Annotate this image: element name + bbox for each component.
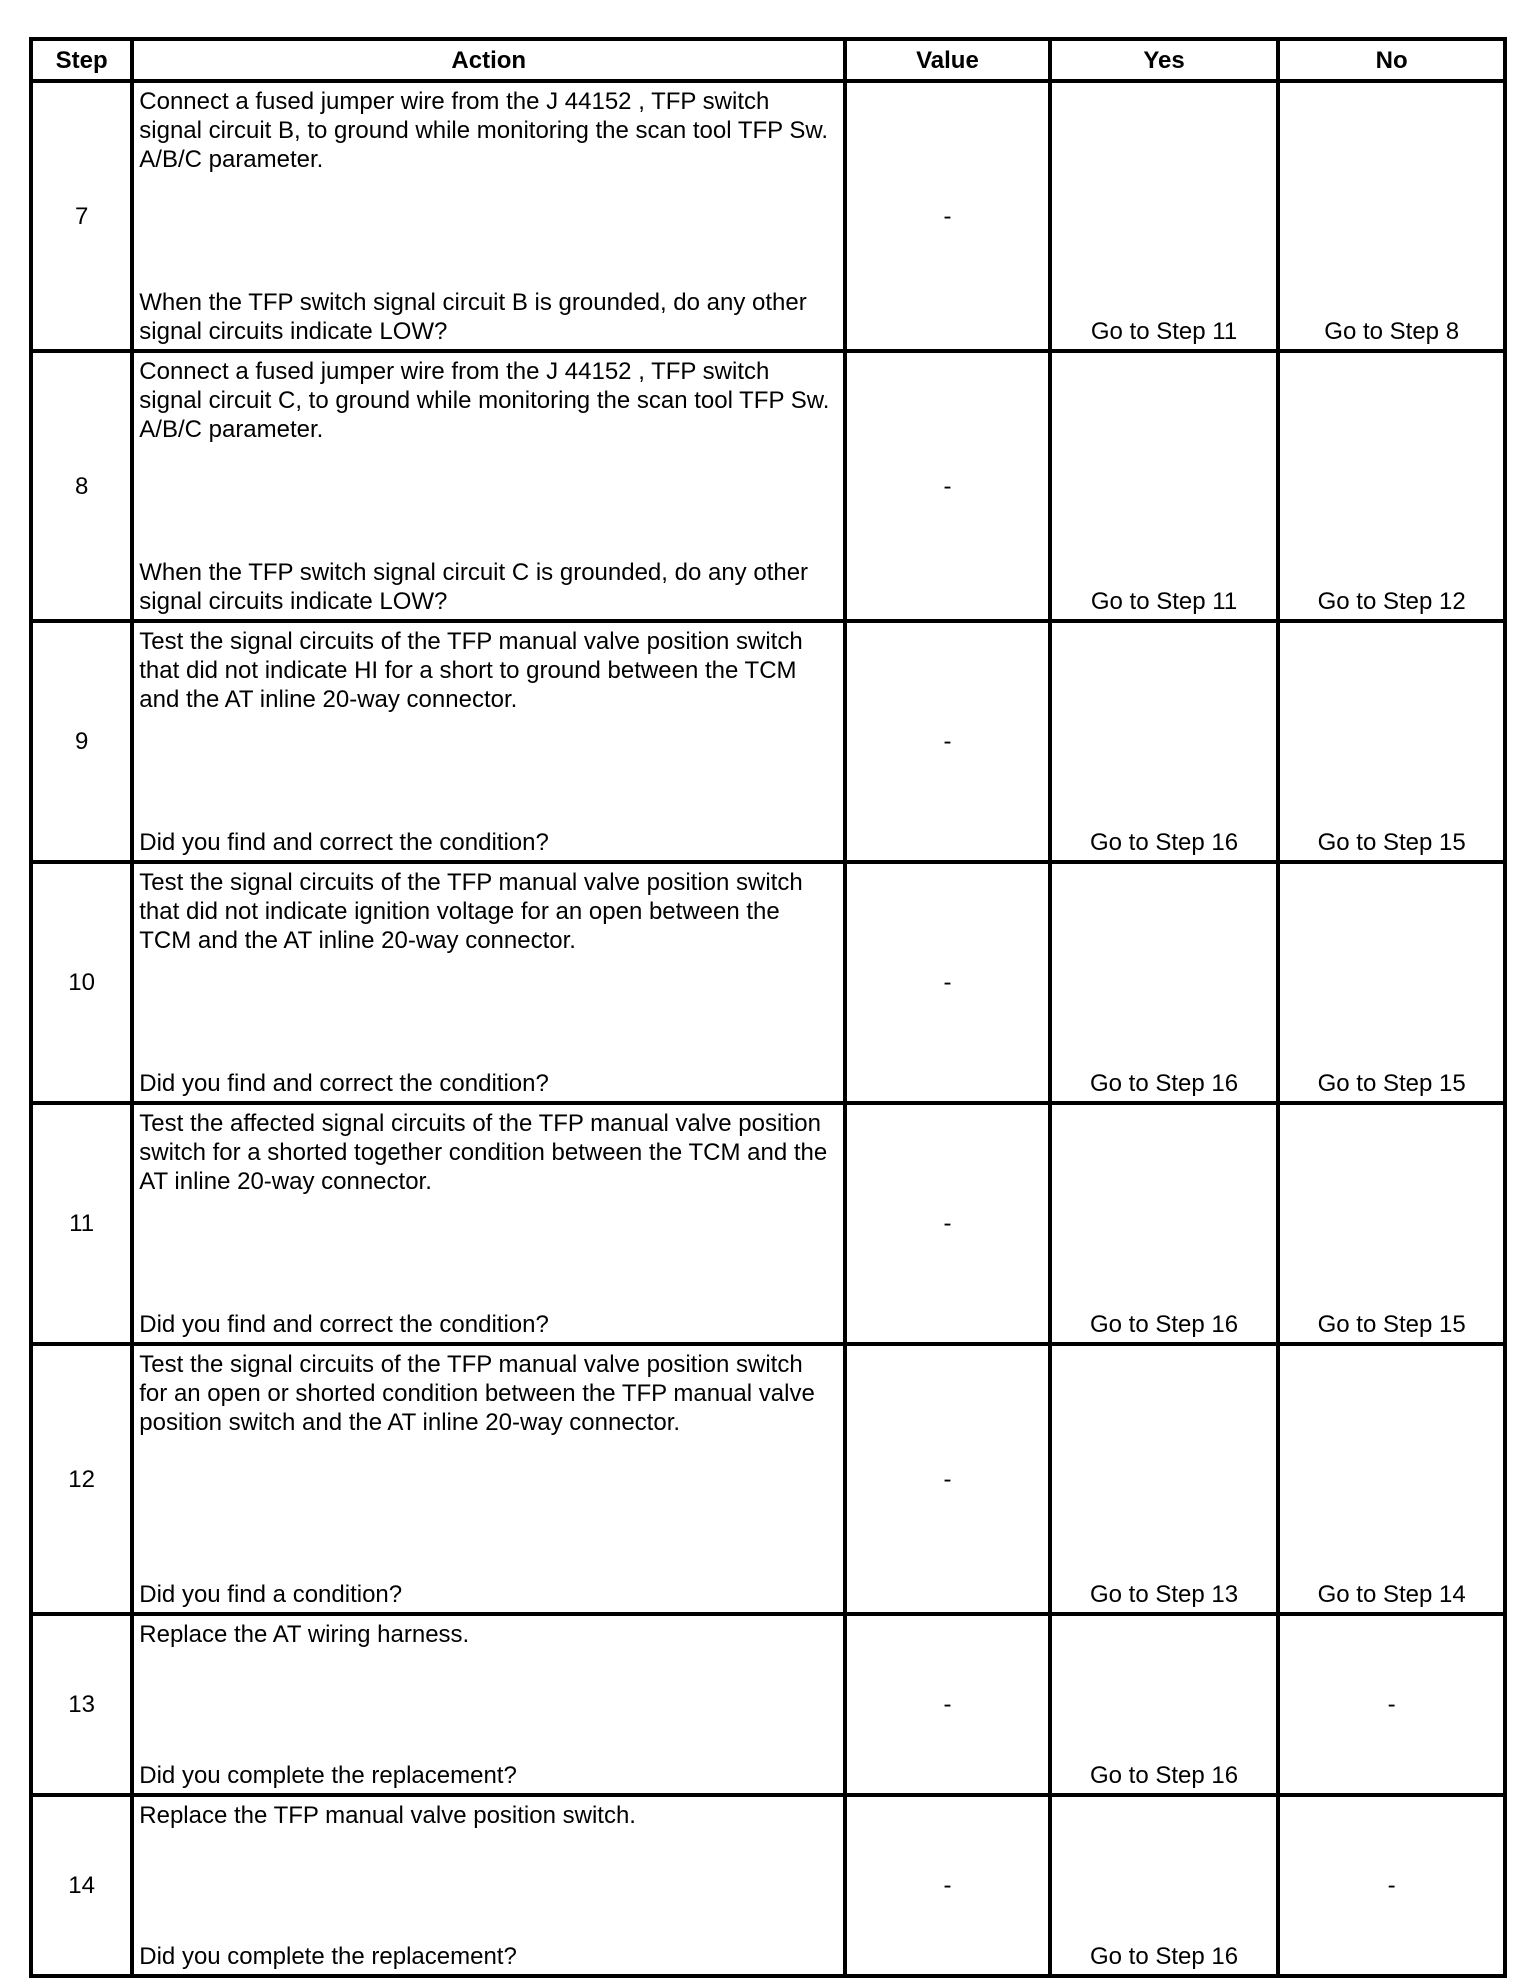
header-yes: Yes: [1050, 39, 1279, 81]
action-question: Did you find and correct the condition?: [139, 1311, 549, 1338]
yes-cell: Go to Step 13: [1050, 1344, 1279, 1614]
step-number: 12: [31, 1344, 132, 1614]
header-no: No: [1278, 39, 1505, 81]
step-number: 7: [31, 81, 132, 351]
yes-cell: Go to Step 11: [1050, 81, 1279, 351]
action-cell: [132, 351, 845, 621]
action-cell: [132, 1614, 845, 1795]
table-row: [31, 351, 1505, 621]
step-number: 8: [31, 351, 132, 621]
value-cell: -: [845, 862, 1050, 1103]
action-cell: [132, 1795, 845, 1976]
step-number: 13: [31, 1614, 132, 1795]
no-cell: Go to Step 8: [1278, 81, 1505, 351]
no-cell: Go to Step 12: [1278, 351, 1505, 621]
value-cell: -: [845, 351, 1050, 621]
table-row: [31, 1103, 1505, 1344]
table-row: [31, 1344, 1505, 1614]
no-cell: -: [1278, 1795, 1505, 1976]
step-number: 9: [31, 621, 132, 862]
step-number: 14: [31, 1795, 132, 1976]
value-cell: -: [845, 1795, 1050, 1976]
action-question: Did you find a condition?: [139, 1581, 403, 1608]
action-question: Did you find and correct the condition?: [139, 1070, 549, 1097]
header-step: Step: [31, 39, 132, 81]
action-instruction: Test the signal circuits of the TFP manual valve position switch that did not indicate HI for a short to ground between the TCM and the AT inline 20-way connector.: [139, 628, 803, 713]
yes-cell: Go to Step 16: [1050, 1614, 1279, 1795]
action-instruction: Connect a fused jumper wire from the J 44152 , TFP switch signal circuit B, to ground while monitoring the scan tool TFP Sw. A/B/C parameter.: [139, 88, 829, 173]
action-instruction: Test the signal circuits of the TFP manual valve position switch that did not indicate ignition voltage for an open between the TCM and the AT inline 20-way connector.: [139, 869, 803, 954]
no-cell: Go to Step 15: [1278, 621, 1505, 862]
no-cell: Go to Step 15: [1278, 862, 1505, 1103]
value-cell: -: [845, 1614, 1050, 1795]
diagnostic-table: [29, 37, 1507, 1978]
yes-cell: Go to Step 11: [1050, 351, 1279, 621]
action-question: When the TFP switch signal circuit C is grounded, do any other signal circuits indicate LOW?: [139, 559, 809, 615]
table-row: [31, 1795, 1505, 1976]
value-cell: -: [845, 1103, 1050, 1344]
header-value: Value: [845, 39, 1050, 81]
yes-cell: Go to Step 16: [1050, 1103, 1279, 1344]
action-instruction: Test the signal circuits of the TFP manual valve position switch for an open or shorted condition between the TFP manual valve position switch and the AT inline 20-way connector.: [139, 1351, 815, 1436]
action-instruction: Replace the AT wiring harness.: [139, 1621, 470, 1648]
no-cell: Go to Step 14: [1278, 1344, 1505, 1614]
action-instruction: Test the affected signal circuits of the TFP manual valve position switch for a shorted together condition between the TCM and the AT inline 20-way connector.: [139, 1110, 828, 1195]
action-instruction: Replace the TFP manual valve position switch.: [139, 1802, 636, 1829]
header-row: [31, 39, 1505, 81]
no-cell: -: [1278, 1614, 1505, 1795]
value-cell: -: [845, 1344, 1050, 1614]
yes-cell: Go to Step 16: [1050, 621, 1279, 862]
table-row: [31, 862, 1505, 1103]
action-cell: [132, 862, 845, 1103]
value-cell: -: [845, 621, 1050, 862]
value-cell: -: [845, 81, 1050, 351]
action-question: Did you find and correct the condition?: [139, 829, 549, 856]
table-row: [31, 1614, 1505, 1795]
action-instruction: Connect a fused jumper wire from the J 44152 , TFP switch signal circuit C, to ground while monitoring the scan tool TFP Sw. A/B/C parameter.: [139, 358, 830, 443]
yes-cell: Go to Step 16: [1050, 862, 1279, 1103]
action-question: When the TFP switch signal circuit B is grounded, do any other signal circuits indicate LOW?: [139, 289, 807, 345]
no-cell: Go to Step 15: [1278, 1103, 1505, 1344]
action-cell: [132, 1103, 845, 1344]
step-number: 11: [31, 1103, 132, 1344]
table-row: [31, 621, 1505, 862]
header-action: Action: [132, 39, 845, 81]
yes-cell: Go to Step 16: [1050, 1795, 1279, 1976]
action-cell: [132, 621, 845, 862]
action-question: Did you complete the replacement?: [139, 1943, 517, 1970]
table-row: [31, 81, 1505, 351]
action-question: Did you complete the replacement?: [139, 1762, 517, 1789]
step-number: 10: [31, 862, 132, 1103]
action-cell: [132, 81, 845, 351]
action-cell: [132, 1344, 845, 1614]
